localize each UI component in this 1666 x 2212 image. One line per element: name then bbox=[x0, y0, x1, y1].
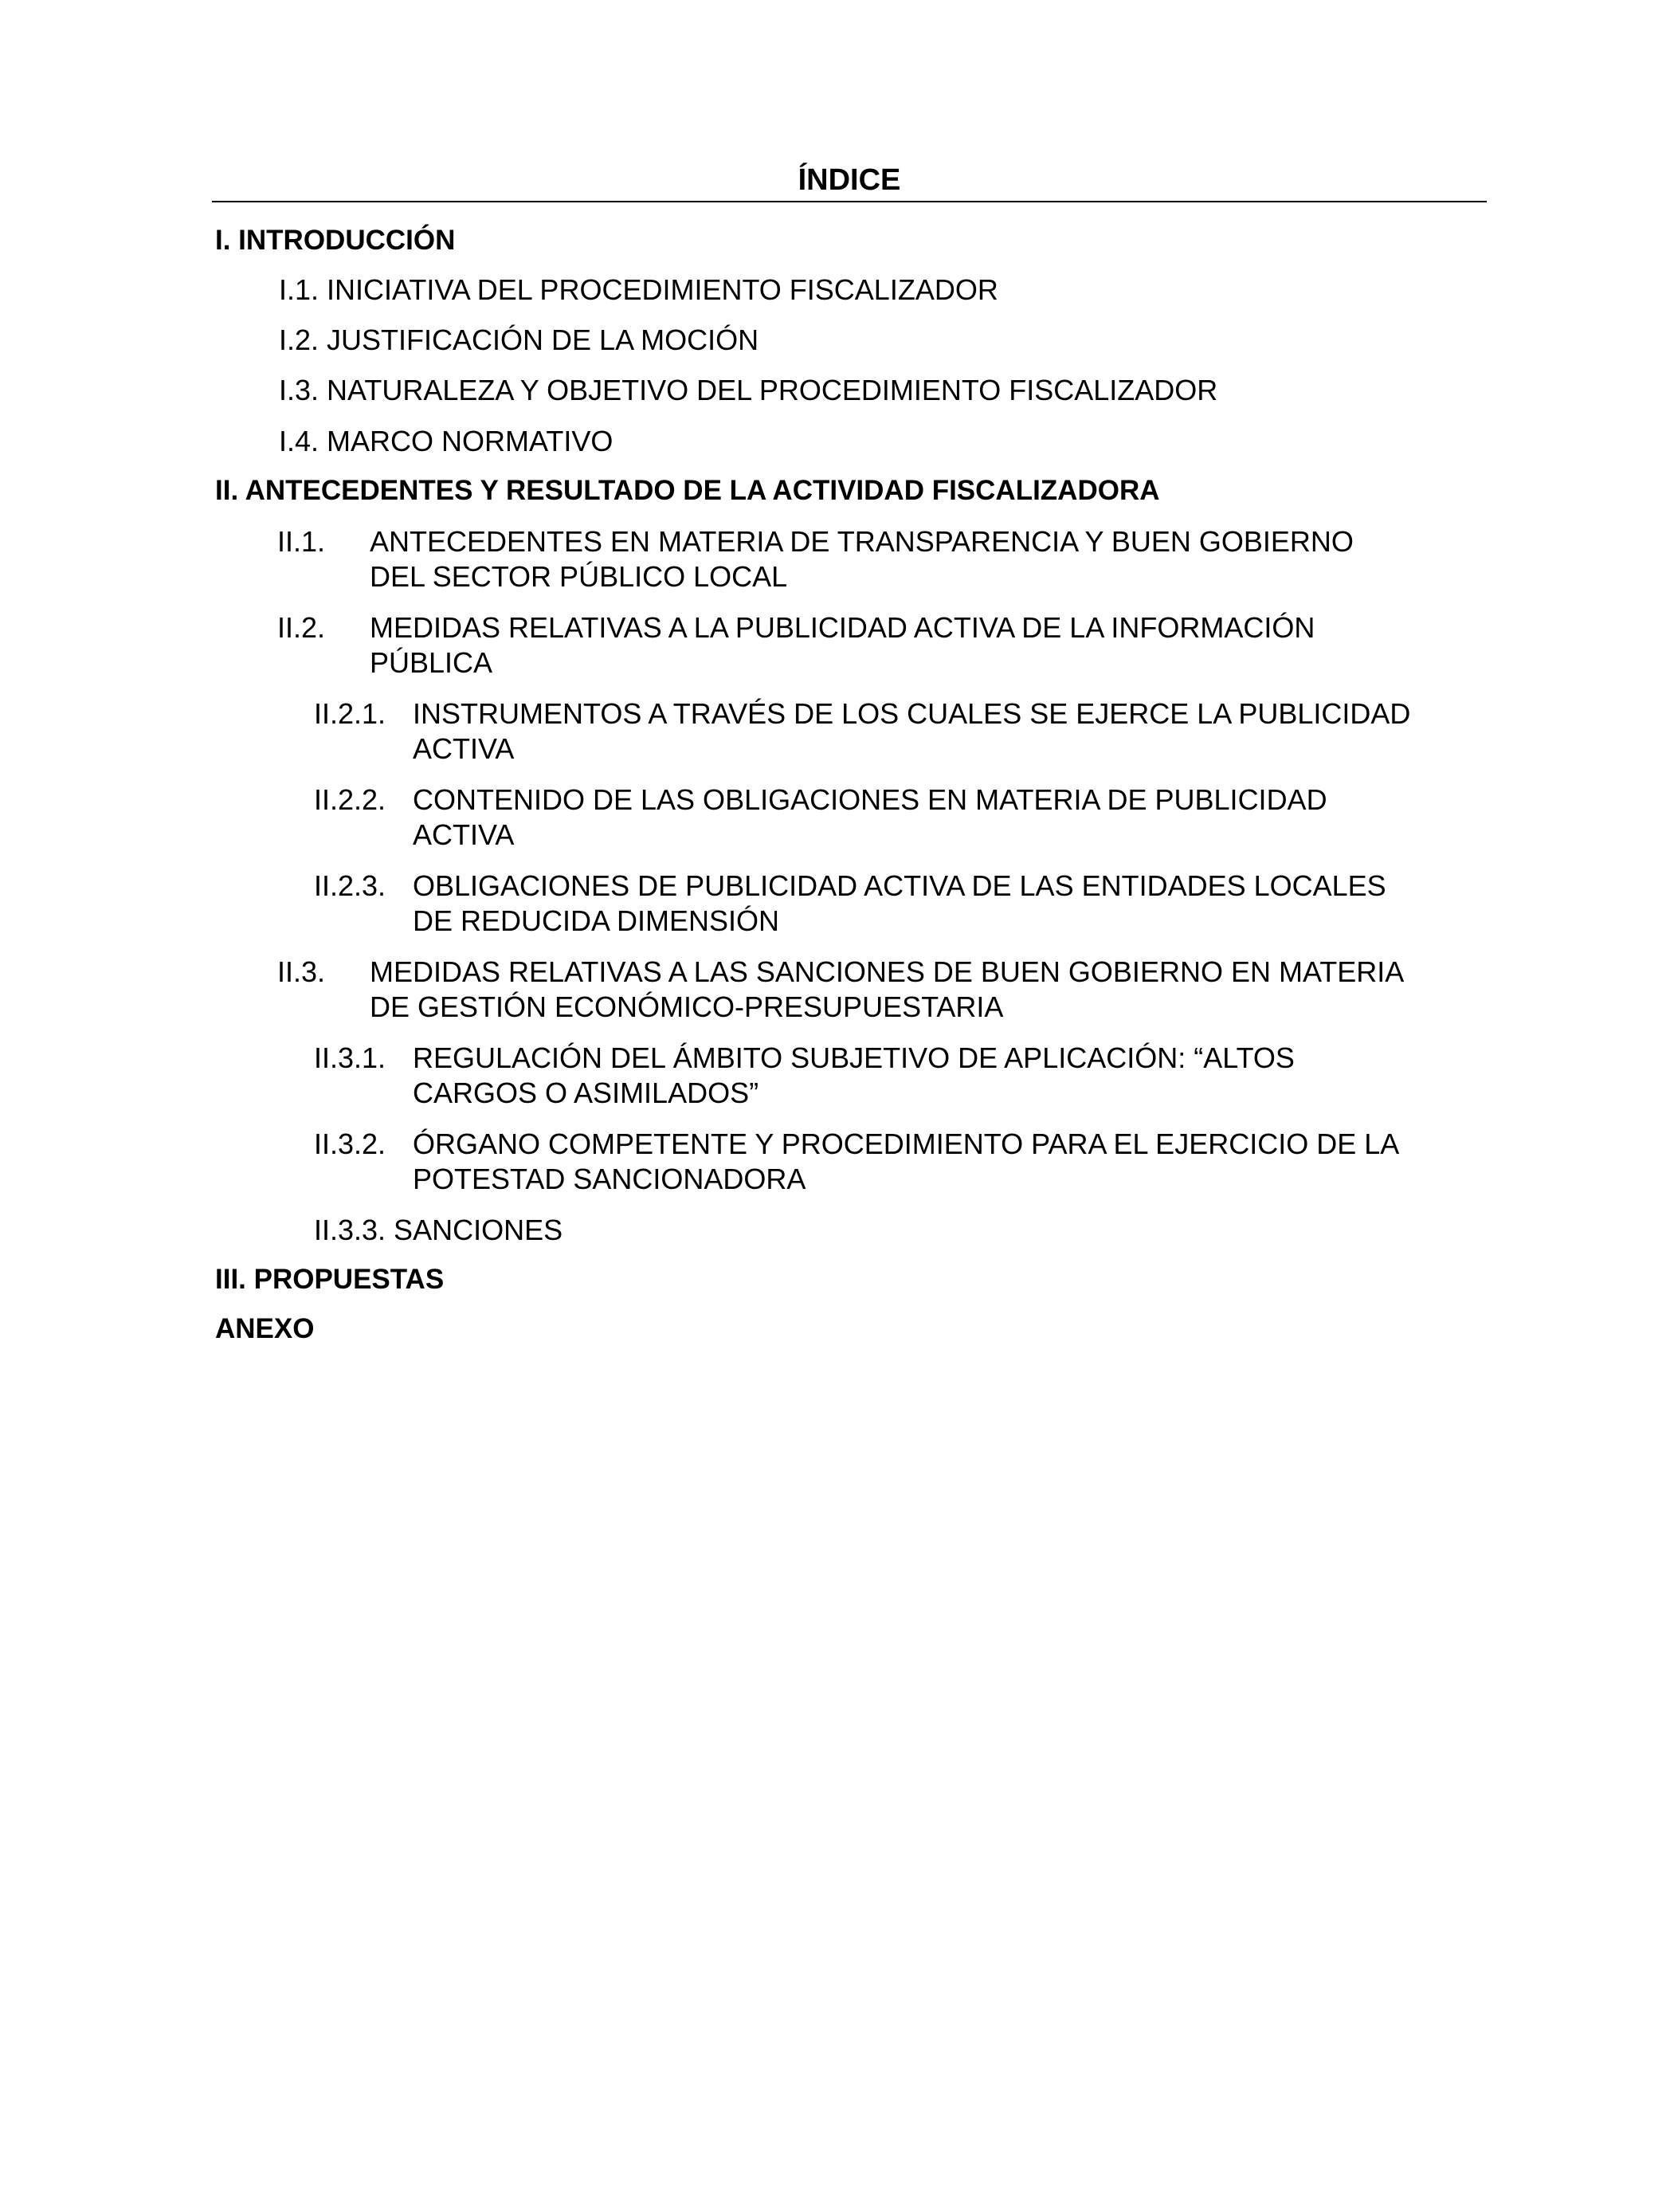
toc-item-text-cont: ACTIVA bbox=[413, 732, 515, 765]
toc-item-text-cont: ACTIVA bbox=[413, 818, 515, 851]
toc-item-ii33[interactable]: II.3.3. SANCIONES bbox=[314, 1214, 563, 1246]
toc-section-propuestas[interactable]: III. PROPUESTAS bbox=[215, 1264, 445, 1295]
toc-item-number: II.2.3. bbox=[314, 869, 386, 902]
toc-section-antecedentes[interactable]: II. ANTECEDENTES Y RESULTADO DE LA ACTIVIDAD FISCALIZADORA bbox=[215, 475, 1160, 506]
toc-item-text: CONTENIDO DE LAS OBLIGACIONES EN MATERIA DE PUBLICIDAD bbox=[413, 783, 1327, 816]
toc-item-number: II.3.2. bbox=[314, 1128, 386, 1160]
toc-item-text-cont: POTESTAD SANCIONADORA bbox=[413, 1163, 806, 1195]
toc-item-i2[interactable]: I.2. JUSTIFICACIÓN DE LA MOCIÓN bbox=[279, 324, 759, 356]
toc-item-text-cont: DEL SECTOR PÚBLICO LOCAL bbox=[370, 560, 788, 593]
toc-item-text-cont: DE GESTIÓN ECONÓMICO-PRESUPUESTARIA bbox=[370, 990, 1004, 1023]
toc-item-i4[interactable]: I.4. MARCO NORMATIVO bbox=[279, 425, 613, 457]
title-divider bbox=[212, 201, 1487, 202]
toc-item-text: MEDIDAS RELATIVAS A LAS SANCIONES DE BUEN GOBIERNO EN MATERIA bbox=[370, 955, 1405, 988]
toc-item-number: II.2.1. bbox=[314, 697, 386, 730]
toc-item-text-cont: CARGOS O ASIMILADOS” bbox=[413, 1077, 759, 1109]
toc-item-i1[interactable]: I.1. INICIATIVA DEL PROCEDIMIENTO FISCALIZADOR bbox=[279, 273, 998, 306]
toc-item-number: II.1. bbox=[277, 525, 326, 558]
toc-item-text: OBLIGACIONES DE PUBLICIDAD ACTIVA DE LAS ENTIDADES LOCALES bbox=[413, 869, 1386, 902]
toc-item-text: ANTECEDENTES EN MATERIA DE TRANSPARENCIA Y BUEN GOBIERNO bbox=[370, 525, 1354, 558]
toc-item-text-cont: DE REDUCIDA DIMENSIÓN bbox=[413, 904, 780, 937]
toc-item-text-cont: PÚBLICA bbox=[370, 646, 493, 679]
toc-item-number: II.3. bbox=[277, 955, 326, 988]
toc-section-introduccion[interactable]: I. INTRODUCCIÓN bbox=[215, 225, 456, 256]
toc-section-anexo[interactable]: ANEXO bbox=[215, 1313, 315, 1344]
toc-item-number: II.2. bbox=[277, 611, 326, 644]
page-title: ÍNDICE bbox=[798, 163, 901, 197]
toc-item-i3[interactable]: I.3. NATURALEZA Y OBJETIVO DEL PROCEDIMIENTO FISCALIZADOR bbox=[279, 374, 1218, 406]
toc-item-number: II.2.2. bbox=[314, 783, 386, 816]
toc-item-text: REGULACIÓN DEL ÁMBITO SUBJETIVO DE APLICACIÓN: “ALTOS bbox=[413, 1041, 1295, 1074]
toc-item-number: II.3.1. bbox=[314, 1041, 386, 1074]
toc-item-text: ÓRGANO COMPETENTE Y PROCEDIMIENTO PARA EL EJERCICIO DE LA bbox=[413, 1128, 1400, 1160]
toc-item-text: MEDIDAS RELATIVAS A LA PUBLICIDAD ACTIVA DE LA INFORMACIÓN bbox=[370, 611, 1315, 644]
toc-item-text: INSTRUMENTOS A TRAVÉS DE LOS CUALES SE EJERCE LA PUBLICIDAD bbox=[413, 697, 1411, 730]
